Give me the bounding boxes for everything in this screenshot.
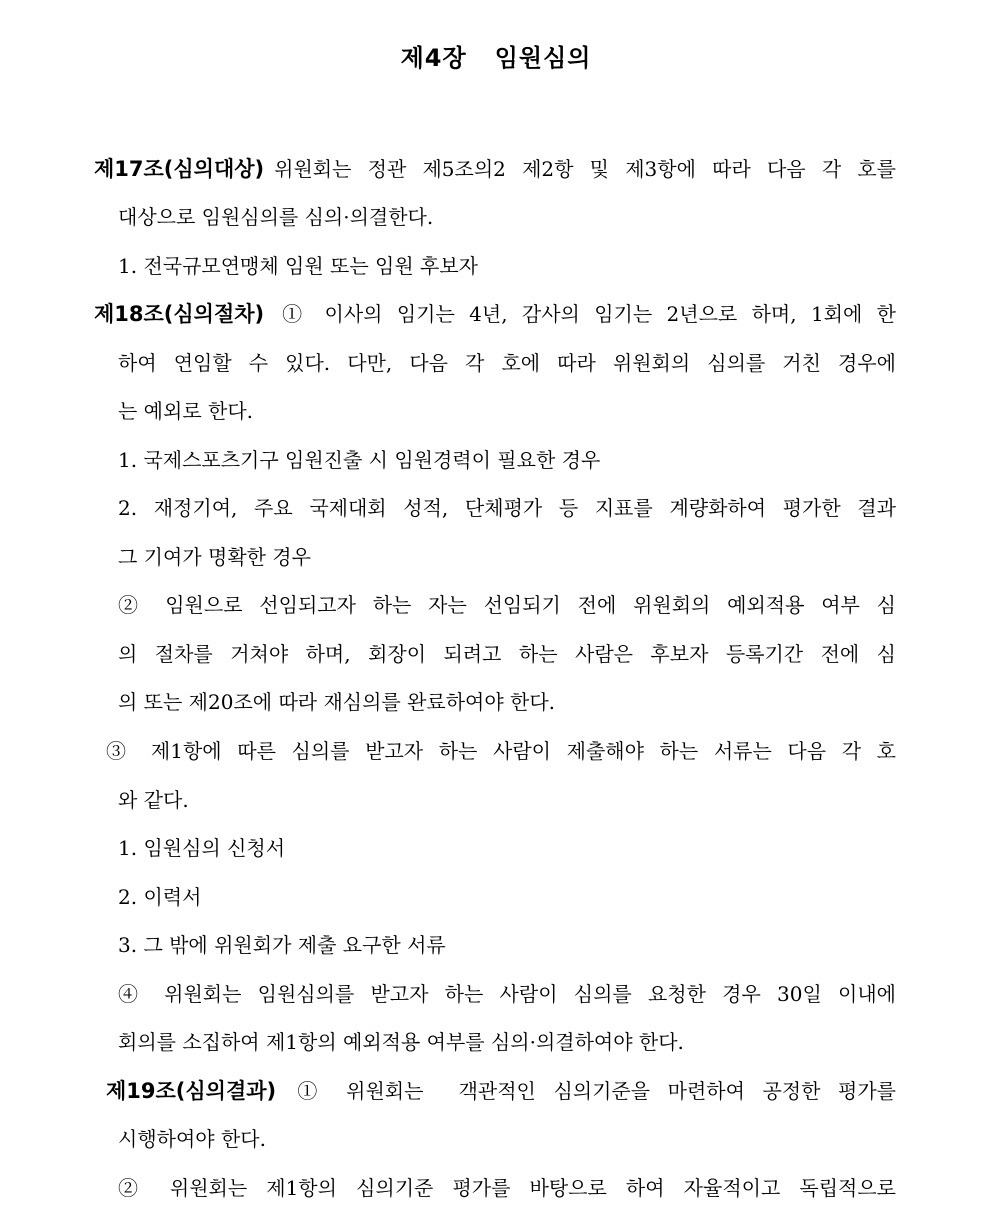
article-18-para-3-line-2: 와 같다. — [118, 788, 189, 812]
article-19-line-2: 시행하여야 한다. — [118, 1127, 266, 1151]
article-18-para-2-line-2: 의 절차를 거쳐야 하며, 회장이 되려고 하는 사람은 후보자 등록기간 전에 심 — [118, 642, 896, 666]
article-18-item-2-line-1: 2. 재정기여, 주요 국제대회 성적, 단체평가 등 지표를 계량화하여 평가한 결과 — [118, 496, 896, 520]
article-18-doc-1: 1. 임원심의 신청서 — [118, 836, 286, 860]
article-18-line-1 — [94, 300, 896, 328]
article-18-line-2: 하여 연임할 수 있다. 다만, 다음 각 호에 따라 위원회의 심의를 거친 경우에 — [118, 351, 896, 375]
chapter-title: 제4장 임원심의 — [400, 44, 592, 72]
article-18-para-4-line-2: 회의를 소집하여 제1항의 예외적용 여부를 심의·의결하여야 한다. — [118, 1030, 684, 1054]
article-17-heading: 제17조(심의대상) — [94, 157, 265, 181]
article-18-item-2-line-2: 그 기여가 명확한 경우 — [118, 545, 311, 569]
article-17-line-1 — [94, 155, 896, 183]
article-18-doc-3: 3. 그 밖에 위원회가 제출 요구한 서류 — [118, 933, 446, 957]
article-18-text-1: ① 이사의 임기는 4년, 감사의 임기는 2년으로 하며, 1회에 한 — [274, 302, 896, 326]
article-18-para-4-line-1: ④ 위원회는 임원심의를 받고자 하는 사람이 심의를 요청한 경우 30일 이내에 — [118, 982, 896, 1006]
article-18-para-2-line-1: ② 임원으로 선임되고자 하는 자는 선임되기 전에 위원회의 예외적용 여부 심 — [118, 593, 896, 617]
article-18-item-1: 1. 국제스포츠기구 임원진출 시 임원경력이 필요한 경우 — [118, 448, 601, 472]
article-17-item-1: 1. 전국규모연맹체 임원 또는 임원 후보자 — [118, 254, 478, 278]
article-18-line-3: 는 예외로 한다. — [118, 399, 253, 423]
article-17-line-2: 대상으로 임원심의를 심의·의결한다. — [118, 205, 434, 229]
article-19-heading: 제19조(심의결과) — [106, 1079, 277, 1103]
article-17-text-1: 위원회는 정관 제5조의2 제2항 및 제3항에 따라 다음 각 호를 — [274, 157, 896, 181]
article-18-heading: 제18조(심의절차) — [94, 302, 265, 326]
article-19-line-1 — [106, 1077, 896, 1105]
article-19-text-1: ① 위원회는 객관적인 심의기준을 마련하여 공정한 평가를 — [286, 1079, 896, 1103]
article-19-para-2-line-1: ② 위원회는 제1항의 심의기준 평가를 바탕으로 하여 자율적이고 독립적으로 — [118, 1176, 896, 1200]
article-18-para-2-line-3: 의 또는 제20조에 따라 재심의를 완료하여야 한다. — [118, 690, 556, 714]
article-18-para-3-line-1: ③ 제1항에 따른 심의를 받고자 하는 사람이 제출해야 하는 서류는 다음 각 호 — [106, 739, 896, 763]
article-18-doc-2: 2. 이력서 — [118, 885, 202, 909]
